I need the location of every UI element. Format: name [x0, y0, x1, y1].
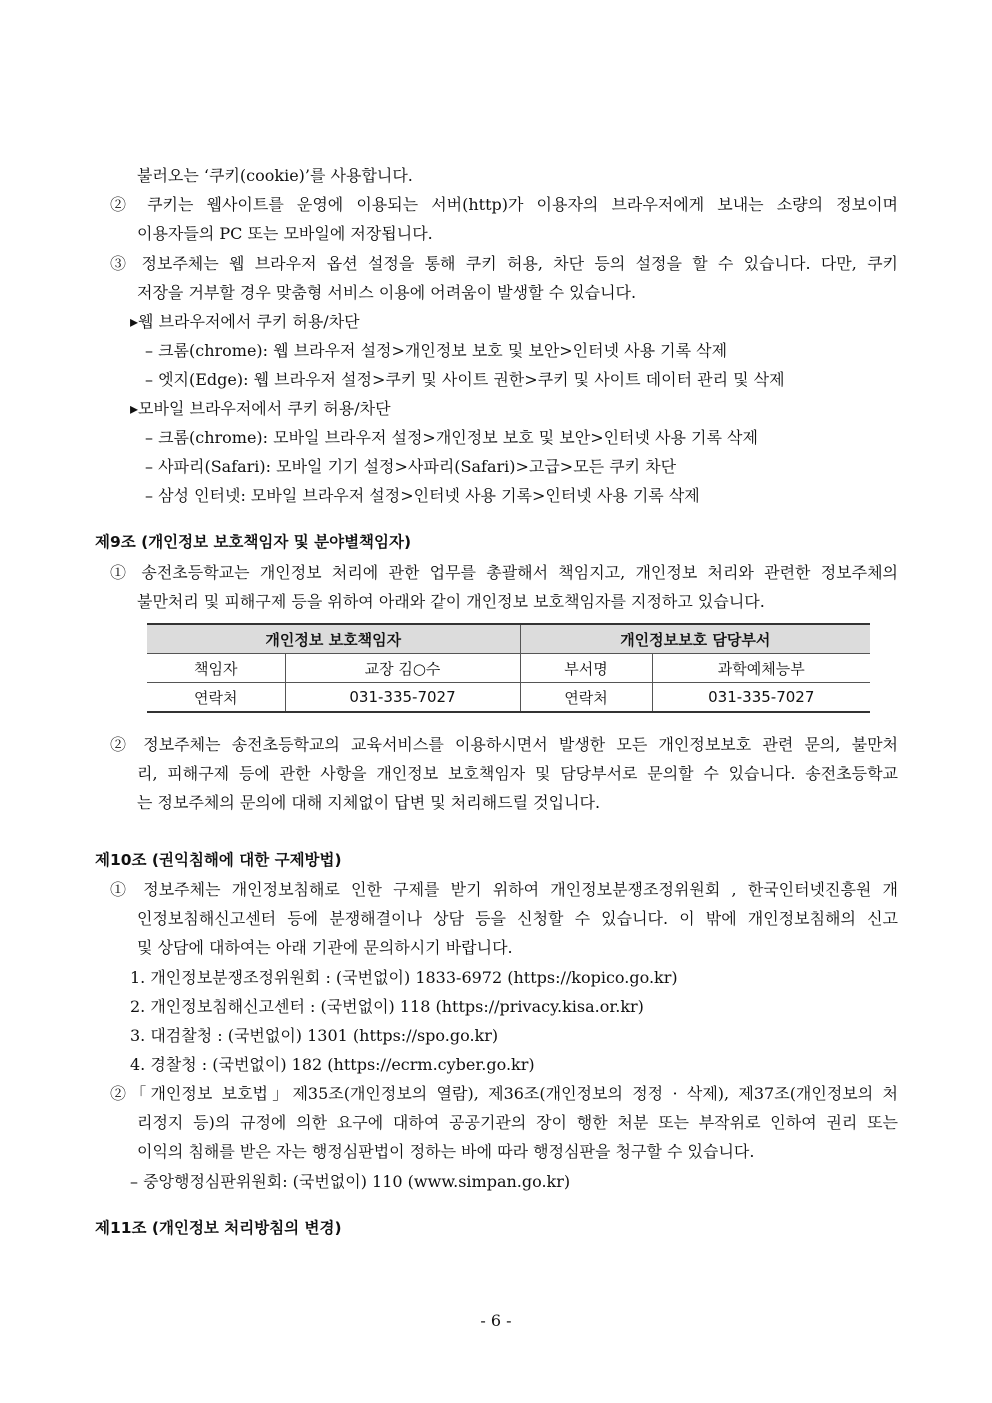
article9-item2-line2: 리, 피해구제 등에 관한 사항을 개인정보 보호책임자 및 담당부서로 문의할 수 있습니다. 송전초등학교: [137, 764, 898, 783]
table-row: [147, 683, 870, 713]
mobile-browser-item: – 삼성 인터넷: 모바일 브라우저 설정>인터넷 사용 기록>인터넷 사용 기록 삭제: [145, 486, 700, 505]
mobile-browser-header: ▸모바일 브라우저에서 쿠키 허용/차단: [130, 399, 391, 418]
table-cell: 031-335-7027: [652, 683, 870, 713]
article10-item2-line3: 이익의 침해를 받은 자는 행정심판법이 정하는 바에 따라 행정심판을 청구할 수 있습니다.: [137, 1142, 755, 1161]
article10-item1-line2: 인정보침해신고센터 등에 분쟁해결이나 상담 등을 신청할 수 있습니다. 이 밖에 개인정보침해의 신고: [137, 909, 898, 928]
mobile-browser-item: – 크롬(chrome): 모바일 브라우저 설정>개인정보 보호 및 보안>인터넷 사용 기록 삭제: [145, 428, 758, 447]
article10-item1-line1: ① 정보주체는 개인정보침해로 인한 구제를 받기 위하여 개인정보분쟁조정위원회 , 한국인터넷진흥원 개: [110, 880, 898, 899]
cookie-item2-line1: ② 쿠키는 웹사이트를 운영에 이용되는 서버(http)가 이용자의 브라우저에게 보내는 소량의 정보이며: [110, 195, 898, 214]
web-browser-item: – 엣지(Edge): 웹 브라우저 설정>쿠키 및 사이트 권한>쿠키 및 사이트 데이터 관리 및 삭제: [145, 370, 785, 389]
table-row: [147, 654, 870, 683]
article10-item2-line1: ②「개인정보 보호법」제35조(개인정보의 열람), 제36조(개인정보의 정정 · 삭제), 제37조(개인정보의 처: [110, 1084, 898, 1103]
article9-item2-line1: ② 정보주체는 송전초등학교의 교육서비스를 이용하시면서 발생한 모든 개인정보보호 관련 문의, 불만처: [110, 735, 898, 754]
table-cell: 연락처: [147, 683, 285, 713]
article9-item1-line1: ① 송전초등학교는 개인정보 처리에 관한 업무를 총괄해서 책임지고, 개인정보 처리와 관련한 정보주체의: [110, 563, 898, 582]
table-cell: 부서명: [520, 654, 652, 683]
table-cell: 과학예체능부: [652, 654, 870, 683]
table-header-row: [147, 624, 870, 654]
privacy-officer-table: [147, 623, 870, 713]
web-browser-header: ▸웹 브라우저에서 쿠키 허용/차단: [130, 312, 360, 331]
article10-item2-line2: 리정지 등)의 규정에 의한 요구에 대하여 공공기관의 장이 행한 처분 또는 부작위로 인하여 권리 또는: [137, 1113, 898, 1132]
table-cell: 교장 김○수: [285, 654, 520, 683]
article9-title: 제9조 (개인정보 보호책임자 및 분야별책임자): [95, 533, 412, 551]
article9-item2-line3: 는 정보주체의 문의에 대해 지체없이 답변 및 처리해드릴 것입니다.: [137, 793, 601, 812]
agency-item: 2. 개인정보침해신고센터 : (국번없이) 118 (https://privacy.kisa.or.kr): [130, 997, 644, 1016]
table-cell: 031-335-7027: [285, 683, 520, 713]
table-header-officer: 개인정보 보호책임자: [147, 624, 520, 654]
article11-title: 제11조 (개인정보 처리방침의 변경): [95, 1219, 342, 1237]
article10-title: 제10조 (권익침해에 대한 구제방법): [95, 851, 342, 869]
cookie-item3-line1: ③ 정보주체는 웹 브라우저 옵션 설정을 통해 쿠키 허용, 차단 등의 설정을 할 수 있습니다. 다만, 쿠키: [110, 254, 898, 273]
agency-item: 4. 경찰청 : (국번없이) 182 (https://ecrm.cyber.go.kr): [130, 1055, 535, 1074]
mobile-browser-item: – 사파리(Safari): 모바일 기기 설정>사파리(Safari)>고급>모든 쿠키 차단: [145, 457, 677, 476]
cookie-intro-continuation: 불러오는 ‘쿠키(cookie)’를 사용합니다.: [137, 166, 413, 185]
cookie-item3-line2: 저장을 거부할 경우 맞춤형 서비스 이용에 어려움이 발생할 수 있습니다.: [137, 283, 637, 302]
agency-item: 1. 개인정보분쟁조정위원회 : (국번없이) 1833-6972 (https://kopico.go.kr): [130, 968, 678, 987]
table-header-department: 개인정보보호 담당부서: [520, 624, 870, 654]
article10-item2-sub: – 중앙행정심판위원회: (국번없이) 110 (www.simpan.go.kr): [130, 1172, 571, 1191]
cookie-item2-line2: 이용자들의 PC 또는 모바일에 저장됩니다.: [137, 224, 433, 243]
article10-item1-line3: 및 상담에 대하여는 아래 기관에 문의하시기 바랍니다.: [137, 938, 513, 957]
web-browser-item: – 크롬(chrome): 웹 브라우저 설정>개인정보 보호 및 보안>인터넷 사용 기록 삭제: [145, 341, 728, 360]
table-cell: 연락처: [520, 683, 652, 713]
page-number: - 6 -: [480, 1311, 512, 1330]
table-cell: 책임자: [147, 654, 285, 683]
article9-item1-line2: 불만처리 및 피해구제 등을 위하여 아래와 같이 개인정보 보호책임자를 지정하고 있습니다.: [137, 592, 765, 611]
agency-item: 3. 대검찰청 : (국번없이) 1301 (https://spo.go.kr): [130, 1026, 499, 1045]
